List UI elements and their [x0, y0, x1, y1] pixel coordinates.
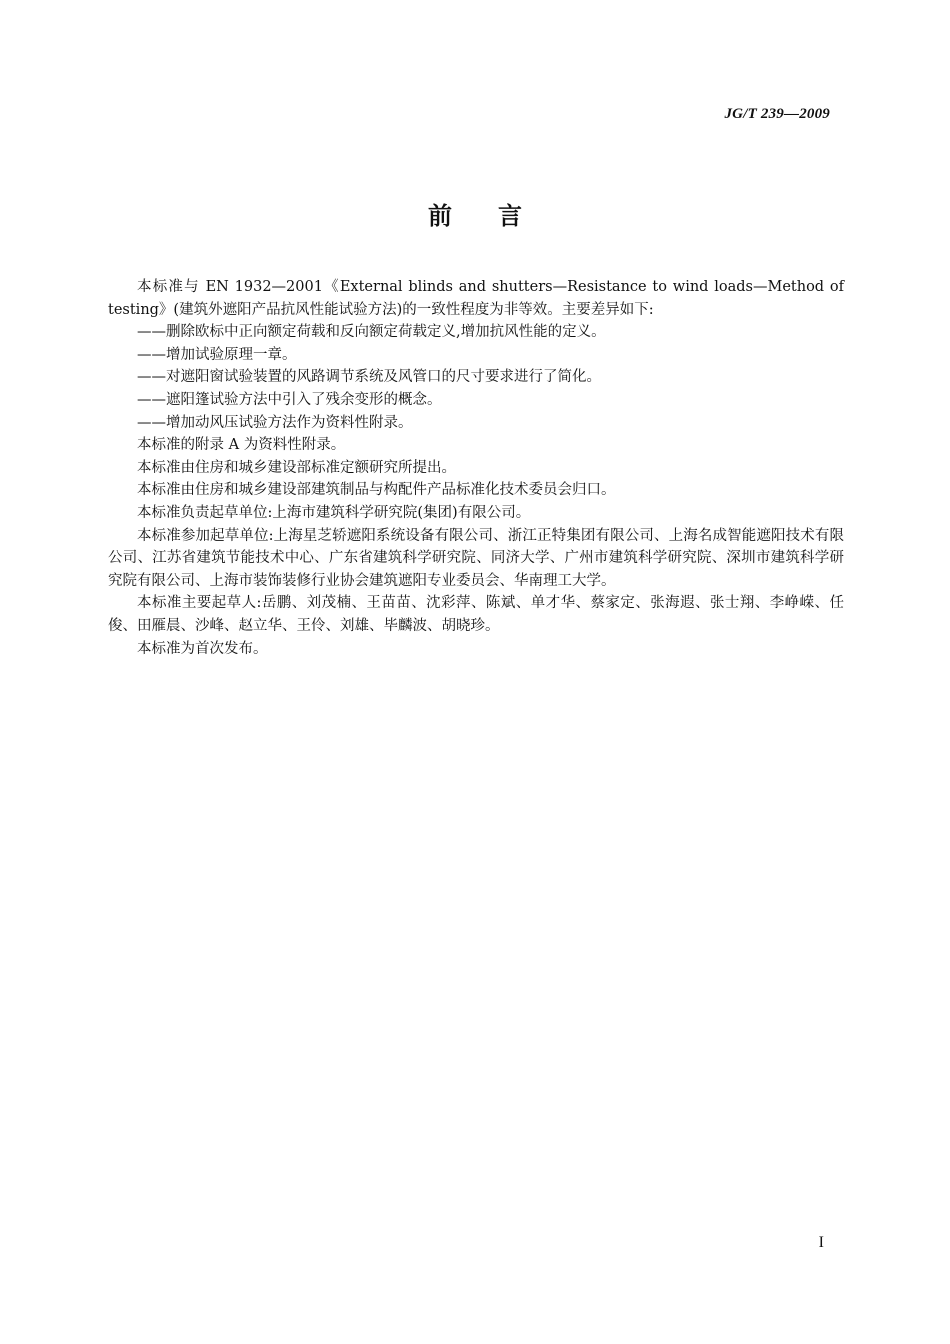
paragraph-appendix: 本标准的附录 A 为资料性附录。	[137, 437, 346, 454]
standard-code: JG/T 239—2009	[724, 106, 830, 122]
paragraph-committee: 本标准由住房和城乡建设部建筑制品与构配件产品标准化技术委员会归口。	[137, 482, 616, 499]
foreword-body	[108, 276, 844, 660]
page-number: I	[818, 1234, 824, 1251]
paragraph-difference-1: ——删除欧标中正向额定荷载和反向额定荷载定义,增加抗风性能的定义。	[137, 324, 606, 341]
paragraph-participating-drafters: 本标准参加起草单位:上海星芝轿遮阳系统设备有限公司、浙江正特集团有限公司、上海名成智能遮阳技术有限公司、江苏省建筑节能技术中心、广东省建筑科学研究院、同济大学、广州市建筑科学研究院、深圳市建筑科学研究院有限公司、上海市装饰装修行业协会建筑遮阳专业委员会、华南理工大学。	[108, 527, 844, 589]
paragraph-intro: 本标准与 EN 1932—2001《External blinds and shutters—Resistance to wind loads—Method of testing》(建筑外遮阳产品抗风性能试验方法)的一致性程度为非等效。主要差异如下:	[108, 279, 844, 318]
paragraph-lead-drafter: 本标准负责起草单位:上海市建筑科学研究院(集团)有限公司。	[137, 504, 531, 521]
paragraph-difference-2: ——增加试验原理一章。	[137, 346, 297, 363]
paragraph-difference-5: ——增加动风压试验方法作为资料性附录。	[137, 414, 413, 431]
paragraph-main-drafters: 本标准主要起草人:岳鹏、刘茂楠、王苗苗、沈彩萍、陈斌、单才华、蔡家定、张海遐、张士翔、李峥嵘、任俊、田雁晨、沙峰、赵立华、王伶、刘雄、毕麟波、胡晓珍。	[108, 595, 844, 634]
paragraph-proposer: 本标准由住房和城乡建设部标准定额研究所提出。	[137, 459, 456, 476]
page-title: 前言	[428, 202, 568, 230]
paragraph-difference-4: ——遮阳篷试验方法中引入了残余变形的概念。	[137, 391, 442, 408]
paragraph-first-release: 本标准为首次发布。	[137, 640, 268, 657]
paragraph-difference-3: ——对遮阳窗试验装置的风路调节系统及风管口的尺寸要求进行了简化。	[137, 369, 601, 386]
